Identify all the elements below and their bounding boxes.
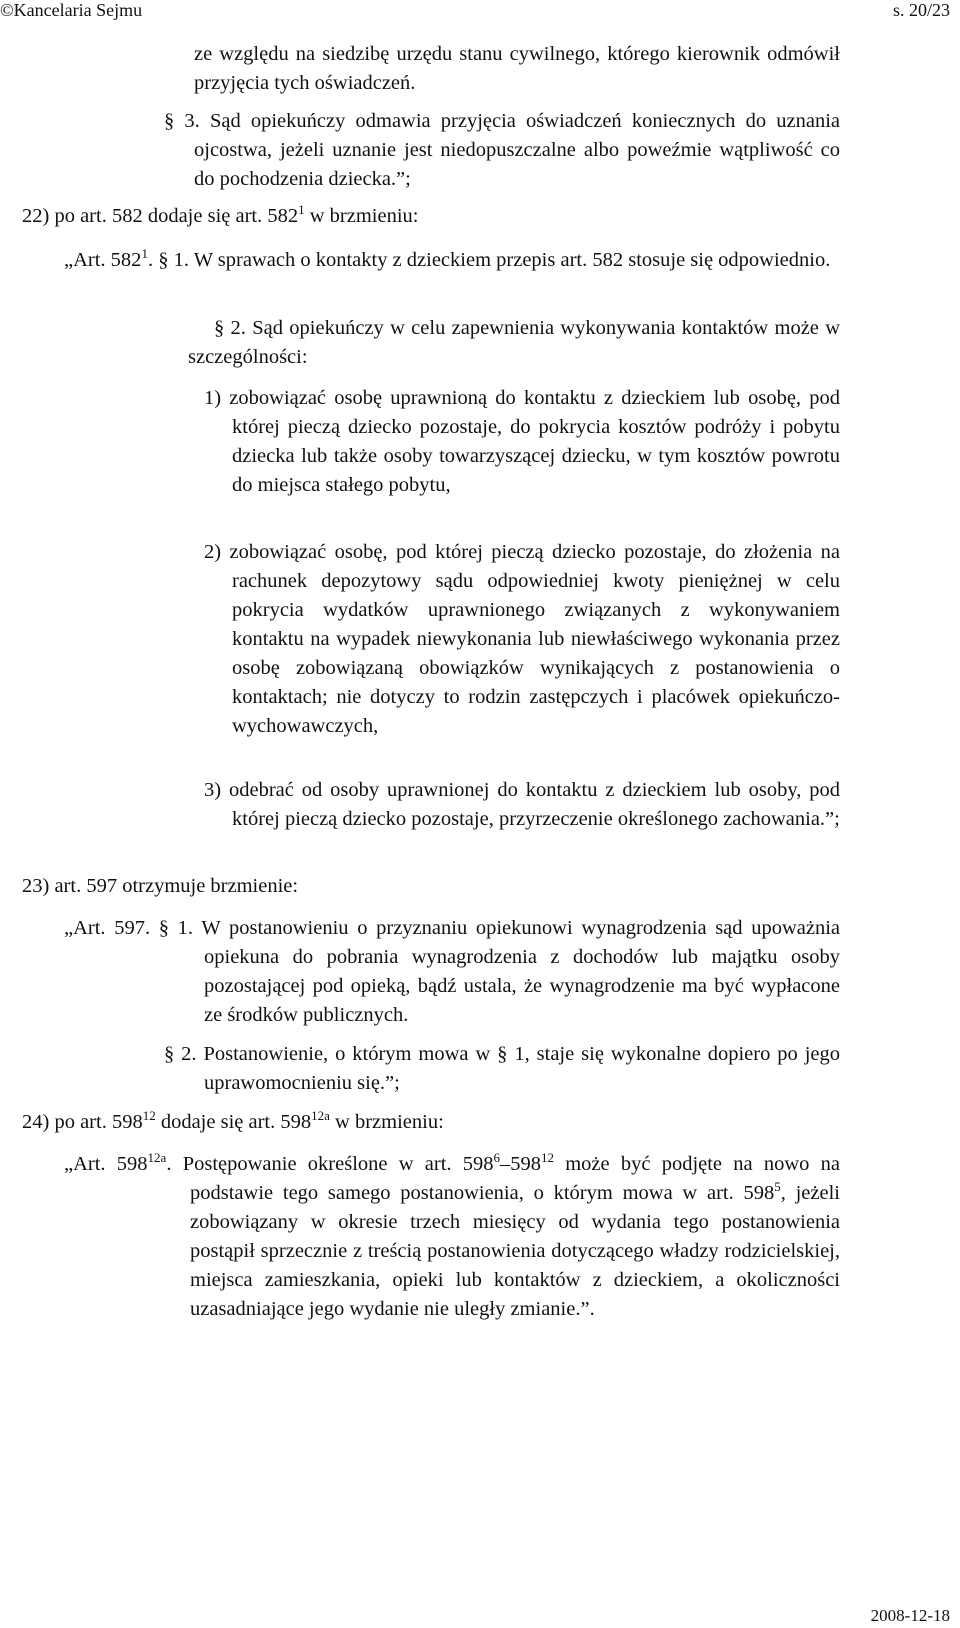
- art-598-e: , jeżeli zobowiązany w okresie trzech miesięcy od wydania tego postanowienia postąpił sprzecznie z treścią postanowienia dotyczącego władzy rodzicielskiej, miejsca zamieszkania, opieki lub kontaktów z dzieckiem, a okoliczności uzasadniające jego wydanie nie uległy zmianie.”.: [190, 1182, 840, 1320]
- art-582-1-text: . § 1. W sprawach o kontakty z dzieckiem przepis art. 582 stosuje się odpowiednio.: [147, 249, 831, 271]
- art-597-section-1: „Art. 597. § 1. W postanowieniu o przyznaniu opiekunowi wynagrodzenia sąd upoważnia opiekuna do pobrania wynagrodzenia z dochodów lub majątku osoby pozostającej pod opieką, bądź ustala, że wynagrodzenie ma być wypłacone ze środków publicznych.: [64, 917, 840, 1026]
- paragraph-section-2: § 2. Sąd opiekuńczy w celu zapewnienia wykonywania kontaktów może w szczególności:: [188, 317, 840, 368]
- item-22-text: 22) po art. 582 dodaje się art. 582: [22, 205, 299, 227]
- item-22-tail: w brzmieniu:: [304, 205, 419, 227]
- point-3: 3) odebrać od osoby uprawnionej do kontaktu z dzieckiem lub osoby, pod której pieczą dziecko pozostaje, przyrzeczenie określonego zachowania.”;: [204, 779, 840, 830]
- paragraph-section-3: § 3. Sąd opiekuńczy odmawia przyjęcia oświadczeń koniecznych do uznania ojcostwa, jeżeli uznanie jest niedopuszczalne albo poweźmie wątpliwość co do pochodzenia dziecka.”;: [164, 110, 840, 190]
- item-22-sup: 1: [298, 202, 305, 218]
- art-598-12a: [64, 1150, 840, 1324]
- paragraph-p1: ze względu na siedzibę urzędu stanu cywilnego, którego kierownik odmówił przyjęcia tych oświadczeń.: [194, 43, 840, 94]
- item-24-sup1: 12: [142, 1108, 156, 1124]
- art-598-c: –598: [500, 1153, 541, 1175]
- item-24-c: w brzmieniu:: [329, 1111, 444, 1133]
- art-598-sup2: 6: [493, 1150, 500, 1166]
- item-23: 23) art. 597 otrzymuje brzmienie:: [22, 875, 299, 897]
- item-24-b: dodaje się art. 598: [155, 1111, 312, 1133]
- header-copyright: ©Kancelaria Sejmu: [0, 0, 143, 20]
- header-page-number: s. 20/23: [892, 0, 950, 20]
- art-582-1-sup: 1: [141, 246, 148, 262]
- art-598-b: . Postępowanie określone w art. 598: [166, 1153, 494, 1175]
- point-2: 2) zobowiązać osobę, pod której pieczą dziecko pozostaje, do złożenia na rachunek depozytowy sądu odpowiedniej kwoty pieniężnej w celu pokrycia wydatków uprawnionego związanych z wykonywaniem kontaktu na wypadek niewykonania lub niewłaściwego wykonania przez osobę zobowiązaną obowiązków wynikających z postanowienia o kontaktach; nie dotyczy to rodzin zastępczych i placówek opiekuńczo-wychowawczych,: [204, 541, 840, 737]
- item-22: [22, 202, 722, 231]
- art-598-d: może być podjęte na nowo na podstawie tego samego postanowienia, o którym mowa w art. 598: [190, 1153, 840, 1204]
- footer-date: 2008-12-18: [870, 1606, 950, 1625]
- point-1: 1) zobowiązać osobę uprawnioną do kontaktu z dzieckiem lub osobę, pod której pieczą dziecko pozostaje, do pokrycia kosztów podróży i pobytu dziecka lub także osoby towarzyszącej dziecku, w tym kosztów powrotu do miejsca stałego pobytu,: [204, 387, 840, 496]
- item-24-a: 24) po art. 598: [22, 1111, 143, 1133]
- item-24-sup2: 12a: [311, 1108, 330, 1124]
- art-582-1-heading: [64, 246, 840, 275]
- art-598-sup1: 12a: [147, 1150, 167, 1166]
- item-24: [22, 1108, 722, 1137]
- art-598-sup4: 5: [774, 1179, 781, 1195]
- art-582-1-label: „Art. 582: [64, 249, 142, 271]
- art-597-section-2: § 2. Postanowienie, o którym mowa w § 1, staje się wykonalne dopiero po jego uprawomocnieniu się.”;: [164, 1043, 840, 1094]
- art-598-a: „Art. 598: [64, 1153, 148, 1175]
- art-598-sup3: 12: [541, 1150, 554, 1166]
